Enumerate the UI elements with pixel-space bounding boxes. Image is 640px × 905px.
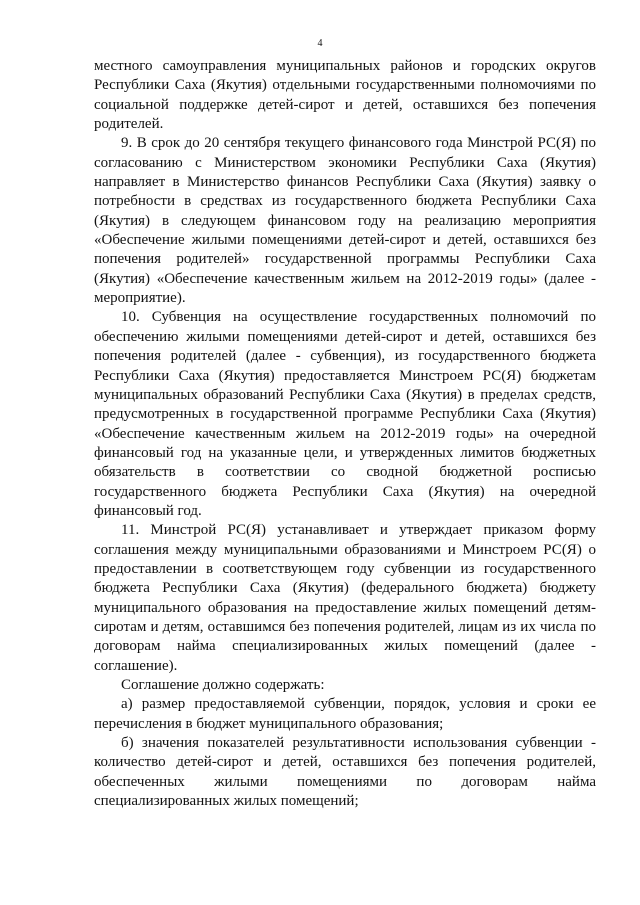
paragraph-subitem-b: б) значения показателей результативности использования субвенции - количество детей-сирот и детей, оставшихся без попечения родителей, обеспеченных жилыми помещениями по договорам найма специализированных жилых помещений; (94, 735, 596, 810)
page-number: 4 (317, 38, 323, 49)
paragraph-subitem-a: а) размер предоставляемой субвенции, порядок, условия и сроки ее перечисления в бюджет муниципального образования; (94, 696, 596, 732)
paragraph-item-11: 11. Минстрой РС(Я) устанавливает и утверждает приказом форму соглашения между муниципальными образованиями и Минстроем РС(Я) о предоставлении в соответствующем году субвенции из государственного бюджета Республики Саха (Якутия) (федерального бюджета) бюджету муниципального образования на предоставление жилых помещений детям-сиротам и детям, оставшимся без попечения родителей, лицам из их числа по договорам найма специализированных жилых помещений (далее - соглашение). (94, 522, 596, 674)
paragraph-item-9: 9. В срок до 20 сентября текущего финансового года Минстрой РС(Я) по согласованию с Министерством экономики Республики Саха (Якутия) направляет в Министерство финансов Республики Саха (Якутия) заявку о потребности в средствах из государственного бюджета Республики Саха (Якутия) в следующем финансовом году на реализацию мероприятия «Обеспечение жилыми помещениями детей-сирот и детей, оставшихся без попечения родителей» государственной программы Республики Саха (Якутия) «Обеспечение качественным жильем на 2012-2019 годы» (далее - мероприятие). (94, 135, 596, 307)
paragraph-item-10: 10. Субвенция на осуществление государственных полномочий по обеспечению жилыми помещениями детей-сирот и детей, оставшихся без попечения родителей (далее - субвенция), из государственного бюджета Республики Саха (Якутия) предоставляется Минстроем РС(Я) бюджетам муниципальных образований Республики Саха (Якутия) в пределах средств, предусмотренных в государственной программе Республики Саха (Якутия) «Обеспечение качественным жильем на 2012-2019 годы» на очередной финансовый год на указанные цели, и утвержденных лимитов бюджетных обязательств в соответствии со сводной бюджетной росписью государственного бюджета Республики Саха (Якутия) на очередной финансовый год. (94, 309, 596, 519)
document-body (94, 57, 596, 811)
paragraph-agreement-intro: Соглашение должно содержать: (121, 677, 325, 693)
paragraph-continuation: местного самоуправления муниципальных районов и городских округов Республики Саха (Якутия) отдельными государственными полномочиями по социальной поддержке детей-сирот и детей, оставшихся без попечения родителей. (94, 58, 596, 133)
